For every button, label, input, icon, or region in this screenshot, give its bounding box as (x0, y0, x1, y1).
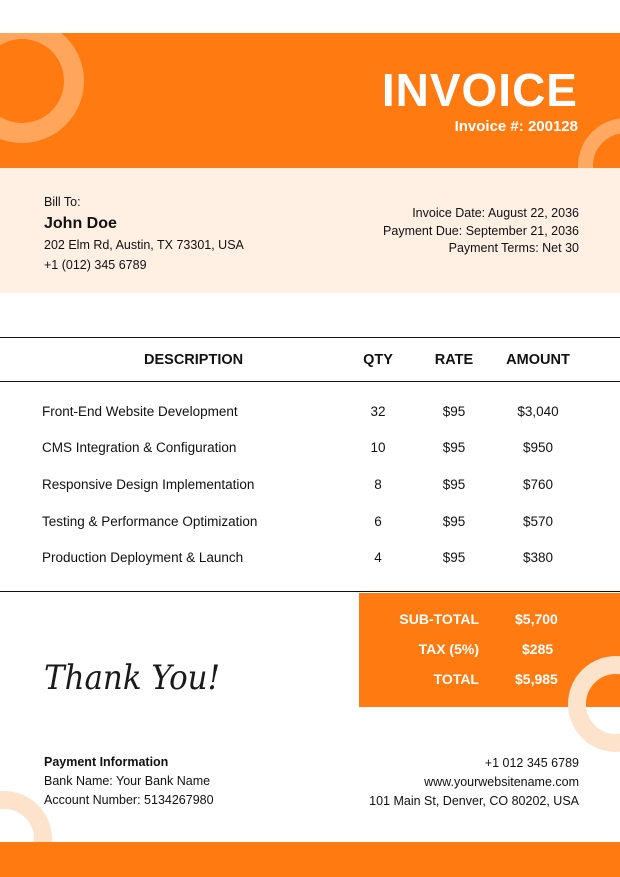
tax-value: $285 (522, 641, 554, 657)
table-row (0, 548, 620, 568)
row-rate: $95 (442, 514, 466, 529)
row-description: Responsive Design Implementation (42, 477, 255, 492)
column-header-amount: AMOUNT (506, 352, 570, 368)
row-qty: 10 (370, 440, 386, 455)
decorative-ring-icon (0, 33, 84, 143)
contact-phone: +1 012 345 6789 (484, 756, 579, 770)
row-qty: 4 (374, 550, 382, 565)
tax-label: TAX (5%) (418, 641, 479, 657)
decorative-ring-icon (578, 118, 620, 168)
bill-to-block (44, 195, 244, 273)
payment-due: Payment Due: September 21, 2036 (383, 223, 579, 238)
customer-phone: +1 (012) 345 6789 (44, 258, 147, 272)
invoice-meta-block (383, 205, 579, 258)
payment-terms: Payment Terms: Net 30 (448, 241, 579, 255)
row-qty: 6 (374, 514, 382, 529)
tax-row (359, 640, 620, 658)
total-value: $5,985 (515, 671, 558, 687)
row-rate: $95 (442, 404, 466, 419)
subtotal-row (359, 610, 620, 628)
row-rate: $95 (442, 477, 466, 492)
row-description: Production Deployment & Launch (42, 550, 244, 565)
row-description: CMS Integration & Configuration (42, 440, 237, 455)
payment-info-heading: Payment Information (44, 755, 169, 769)
column-header-qty: QTY (363, 352, 393, 368)
total-label: TOTAL (433, 671, 479, 687)
row-amount: $570 (522, 514, 554, 529)
customer-name: John Doe (44, 215, 117, 232)
footer-band (0, 842, 620, 877)
subtotal-value: $5,700 (515, 611, 558, 627)
row-amount: $380 (522, 550, 554, 565)
table-row (0, 438, 620, 458)
header-band (0, 33, 620, 168)
table-row (0, 475, 620, 495)
column-header-rate: RATE (434, 352, 474, 368)
account-number: Account Number: 5134267980 (44, 793, 214, 807)
invoice-number: Invoice #: 200128 (454, 118, 578, 135)
invoice-date: Invoice Date: August 22, 2036 (412, 206, 579, 220)
table-divider (0, 591, 620, 592)
bill-section (0, 168, 620, 293)
row-description: Testing & Performance Optimization (42, 514, 258, 529)
contact-block (369, 755, 579, 812)
row-rate: $95 (442, 550, 466, 565)
bank-name: Bank Name: Your Bank Name (44, 774, 211, 788)
payment-info-block (44, 754, 214, 808)
thank-you-signature (42, 656, 232, 702)
row-amount: $950 (522, 440, 554, 455)
bill-to-label: Bill To: (44, 195, 81, 209)
contact-website: www.yourwebsitename.com (424, 775, 579, 789)
table-row (0, 402, 620, 422)
row-amount: $760 (522, 477, 554, 492)
table-header (0, 337, 620, 382)
row-qty: 32 (370, 404, 386, 419)
contact-address: 101 Main St, Denver, CO 80202, USA (369, 794, 579, 808)
row-description: Front-End Website Development (42, 404, 238, 419)
column-header-description: DESCRIPTION (144, 352, 244, 368)
subtotal-label: SUB-TOTAL (399, 611, 479, 627)
thank-you-text: Thank You! (44, 658, 220, 698)
row-amount: $3,040 (517, 404, 559, 419)
customer-address: 202 Elm Rd, Austin, TX 73301, USA (44, 238, 244, 252)
invoice-title: INVOICE (381, 64, 578, 116)
row-rate: $95 (442, 440, 466, 455)
row-qty: 8 (374, 477, 382, 492)
table-row (0, 512, 620, 532)
